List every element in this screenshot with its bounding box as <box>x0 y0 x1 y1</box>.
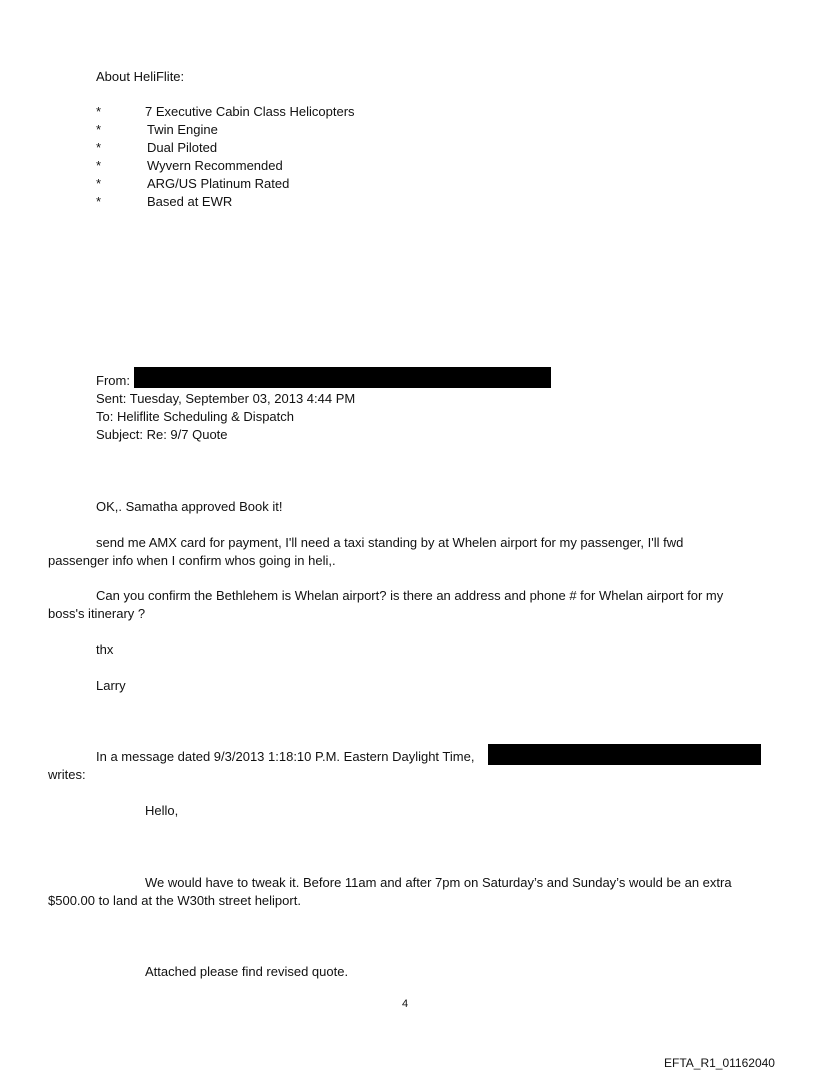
page-number: 4 <box>402 998 409 1010</box>
body-paragraph-continued: passenger info when I confirm whos going in heli,. <box>48 553 336 568</box>
body-thanks: thx <box>96 642 114 657</box>
quoted-greeting: Hello, <box>145 803 179 818</box>
bullet-text: ARG/US Platinum Rated <box>147 176 290 191</box>
quoted-paragraph-continued: $500.00 to land at the W30th street heliport. <box>48 893 301 908</box>
body-paragraph: send me AMX card for payment, I'll need a taxi standing by at Whelen airport for my passenger, I'll fwd <box>96 535 684 550</box>
redaction-block <box>488 744 761 765</box>
body-paragraph: Can you confirm the Bethlehem is Whelan airport? is there an address and phone # for Whelan airport for my <box>96 588 724 603</box>
email-subject: Subject: Re: 9/7 Quote <box>96 427 228 442</box>
email-to: To: Heliflite Scheduling & Dispatch <box>96 409 294 424</box>
redaction-block <box>134 367 551 388</box>
bullet-marker: * <box>96 104 102 119</box>
quoted-attached: Attached please find revised quote. <box>145 964 349 979</box>
quoted-intro: In a message dated 9/3/2013 1:18:10 P.M. Eastern Daylight Time, <box>96 749 475 764</box>
email-sent: Sent: Tuesday, September 03, 2013 4:44 PM <box>96 391 356 406</box>
about-heading: About HeliFlite: <box>96 69 185 84</box>
bullet-text: 7 Executive Cabin Class Helicopters <box>145 104 355 119</box>
body-paragraph: OK,. Samatha approved Book it! <box>96 499 283 514</box>
body-paragraph-continued: boss's itinerary ? <box>48 606 146 621</box>
bullet-marker: * <box>96 158 102 173</box>
bullet-text: Dual Piloted <box>147 140 218 155</box>
bullet-text: Based at EWR <box>147 194 233 209</box>
document-id: EFTA_R1_01162040 <box>664 1056 775 1070</box>
email-from-label: From: <box>96 373 130 388</box>
bullet-marker: * <box>96 194 102 209</box>
bullet-text: Twin Engine <box>147 122 218 137</box>
bullet-marker: * <box>96 176 102 191</box>
bullet-marker: * <box>96 140 102 155</box>
bullet-text: Wyvern Recommended <box>147 158 283 173</box>
quoted-paragraph: We would have to tweak it. Before 11am and after 7pm on Saturday’s and Sunday’s would be an extra <box>145 875 732 890</box>
bullet-marker: * <box>96 122 102 137</box>
body-signature: Larry <box>96 678 126 693</box>
quoted-writes: writes: <box>48 767 86 782</box>
